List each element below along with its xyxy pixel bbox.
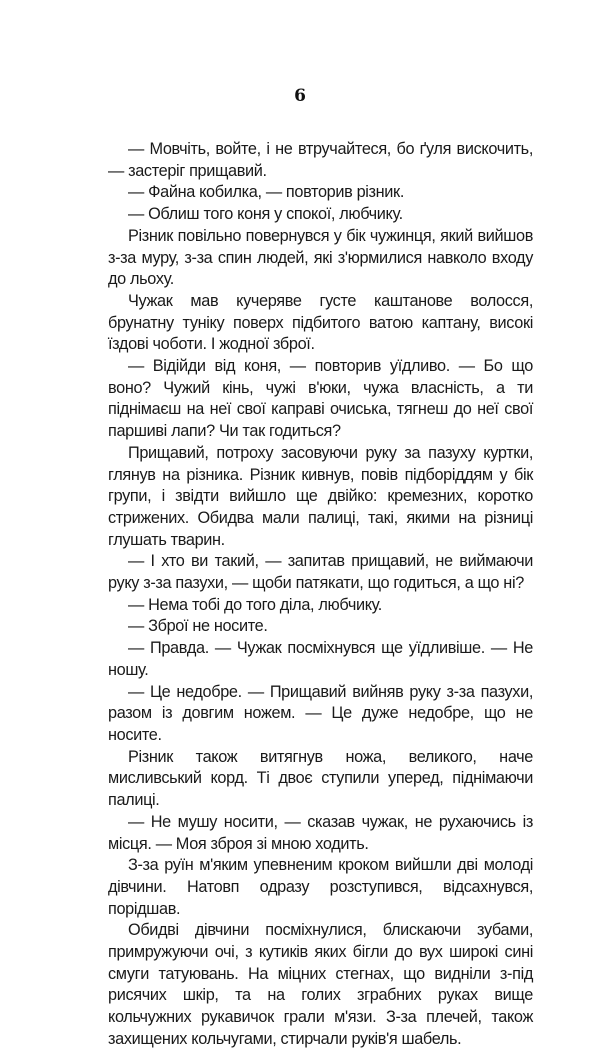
paragraph: — Файна кобилка, — повторив різник. <box>128 183 405 202</box>
paragraph: Чужак мав кучеряве густе каштанове волосся, брунатну туніку поверх підбитого ватою каптану, високі їздові чоботи. І жодної зброї. <box>108 291 533 354</box>
page-number: 6 <box>294 86 306 106</box>
paragraph: — Відійди від коня, — повторив уїдливо. — Бо що воно? Чужий кінь, чужі в'юки, чужа власність, а ти піднімаєш на неї свої каправі очиська, тягнеш до неї свої паршиві лапи? Чи так годиться? <box>108 357 533 441</box>
paragraph: — Нема тобі до того діла, любчику. <box>128 595 382 614</box>
paragraph: — Правда. — Чужак посміхнувся ще уїдливіше. — Не ношу. <box>108 639 533 679</box>
page-body <box>108 139 533 1051</box>
paragraph: — Зброї не носите. <box>128 617 268 636</box>
paragraph: Обидві дівчини посміхнулися, блискаючи зубами, примружуючи очі, з кутиків яких бігли до вух широкі сині смуги татуювань. На міцних стегнах, що видніли з-під рисячих шкір, та на голих зграбних руках вище кольчужних рукавичок грали м'язи. З-за плечей, також захищених кольчугами, стирчали руків'я шабель. <box>108 921 533 1048</box>
paragraph: Різник також витягнув ножа, великого, наче мисливський корд. Ті двоє ступили уперед, піднімаючи палиці. <box>108 747 533 810</box>
paragraph: — Це недобре. — Прищавий вийняв руку з-за пазухи, разом із довгим ножем. — Це дуже недобре, що не носите. <box>108 682 533 744</box>
paragraph: Прищавий, потроху засовуючи руку за пазуху куртки, глянув на різника. Різник кивнув, повів підборіддям у бік групи, і звідти вийшло ще двійко: кремезних, коротко стрижених. Обидва мали палиці, такі, якими на різниці глушать тварин. <box>108 443 533 549</box>
paragraph: — І хто ви такий, — запитав прищавий, не виймаючи руку з-за пазухи, — щоби патякати, що годиться, а що ні? <box>108 552 533 593</box>
paragraph: — Мовчіть, войте, і не втручайтеся, бо ґуля вискочить, — застеріг прищавий. <box>108 140 533 180</box>
paragraph: — Не мушу носити, — сказав чужак, не рухаючись із місця. — Моя зброя зі мною ходить. <box>108 812 533 853</box>
paragraph: З-за руїн м'яким упевненим кроком вийшли дві молоді дівчини. Натовп одразу розступився, відсахнувся, порідшав. <box>108 856 533 918</box>
paragraph: Різник повільно повернувся у бік чужинця, який вийшов з-за муру, з-за спин людей, які з'юрмилися навколо входу до льоху. <box>108 226 533 289</box>
paragraph: — Облиш того коня у спокої, любчику. <box>128 205 403 224</box>
